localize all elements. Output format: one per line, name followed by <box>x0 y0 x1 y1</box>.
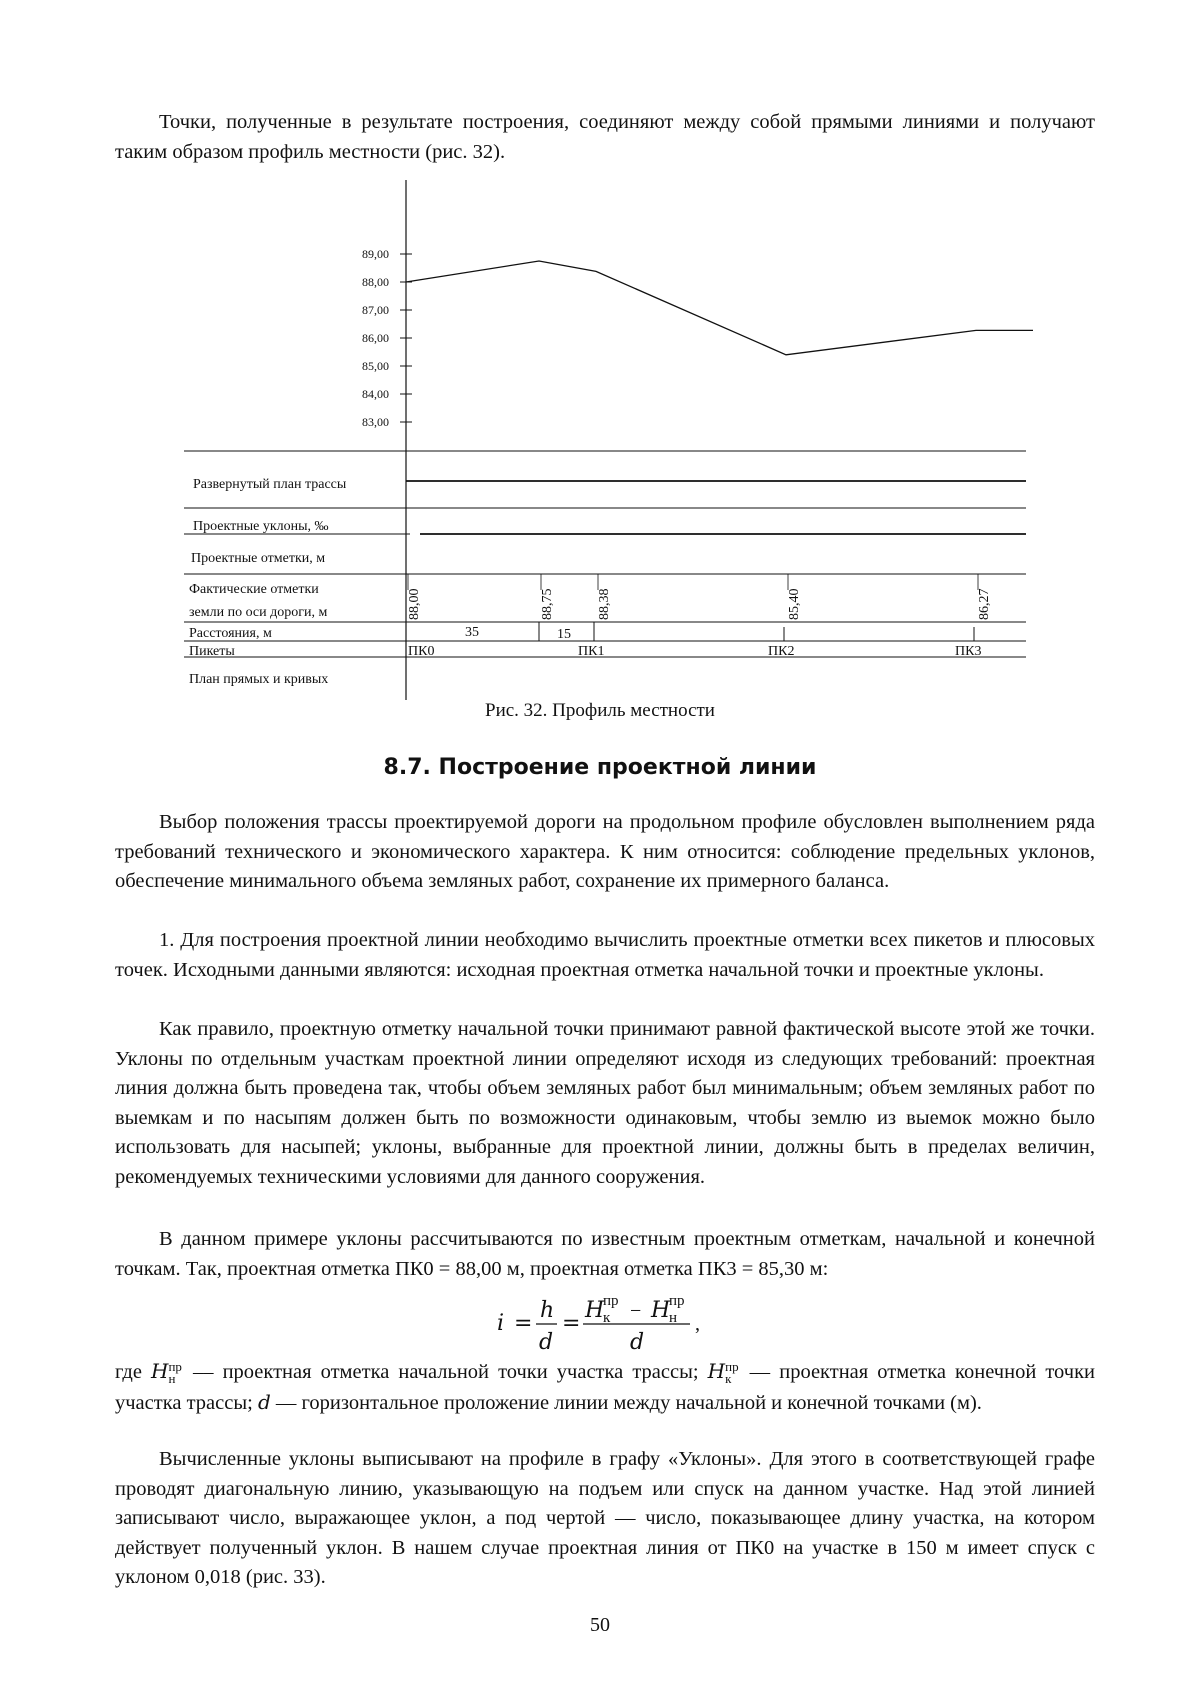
formula-Hn-sup: пр <box>669 1293 685 1309</box>
formula-Hn: H <box>651 1298 671 1323</box>
symbol-Hk: H <box>707 1359 726 1383</box>
y-tick-label: 86,00 <box>362 331 389 345</box>
picket-label: ПК0 <box>408 644 435 659</box>
symbol-Hn-sub: н <box>168 1371 176 1387</box>
paragraph-5-text-2: –– проектная отметка конечной точки участка трассы; <box>115 1361 1096 1414</box>
row-label-pickets: Пикеты <box>189 644 235 659</box>
picket-label: ПК3 <box>955 644 982 659</box>
formula-Hk: H <box>585 1298 605 1323</box>
symbol-Hk-indices <box>725 1361 738 1385</box>
symbol-Hn: H <box>151 1359 169 1383</box>
actual-marks-group <box>407 574 992 620</box>
formula-eq-2: = <box>562 1311 581 1336</box>
actual-mark-label: 88,00 <box>407 588 422 620</box>
symbol-d: d <box>257 1389 271 1414</box>
y-axis-ticks <box>362 247 412 429</box>
y-tick-label: 84,00 <box>362 387 389 401</box>
distance-label: 15 <box>557 627 571 642</box>
actual-mark-label: 88,75 <box>540 588 555 620</box>
formula-h: h <box>540 1298 555 1323</box>
paragraph-5 <box>115 1357 1095 1418</box>
y-tick-label: 89,00 <box>362 247 389 261</box>
y-tick-label: 88,00 <box>362 275 389 289</box>
y-tick-label: 85,00 <box>362 359 389 373</box>
formula-d-2: d <box>630 1330 645 1355</box>
paragraph-5-text-3: — горизонтальное проложение линии между начальной и конечной точками (м). <box>270 1391 982 1414</box>
profile-figure <box>0 0 1200 700</box>
paragraph-1: Выбор положения трассы проектируемой дороги на продольном профиле обусловлен выполнением ряда требований технического и экономического характера. К ним относится: соблюдение предельных уклонов, обеспечение минимального объема земляных работ, сохранение их примерного баланса. <box>115 811 1095 892</box>
row-label-actual-marks-1: Фактические отметки <box>189 582 319 597</box>
slope-formula <box>0 1285 1200 1357</box>
symbol-Hn-indices <box>168 1361 181 1385</box>
figure-caption: Рис. 32. Профиль местности <box>485 700 715 721</box>
where-word: где <box>115 1361 142 1383</box>
paragraph-6: Вычисленные уклоны выписывают на профиле в графу «Уклоны». Для этого в соответствующей графе проводят диагональную линию, указывающую на подъем или спуск на данном участке. Над этой линией записывают число, выражающее уклон, а под чертой — число, показывающее длину участка, на котором действует полученный уклон. В нашем случае проектная линия от ПК0 на участке в 150 м имеет спуск с уклоном 0,018 (рис. 33). <box>115 1448 1095 1588</box>
formula-eq: = <box>514 1311 533 1336</box>
section-heading: 8.7. Построение проектной линии <box>383 755 817 780</box>
y-tick-label: 87,00 <box>362 303 389 317</box>
picket-label: ПК1 <box>578 644 605 659</box>
page-number: 50 <box>590 1614 610 1636</box>
symbol-Hk-sup: пр <box>725 1359 739 1375</box>
formula-d: d <box>539 1330 554 1355</box>
formula-Hn-sub: н <box>669 1310 678 1326</box>
row-label-slopes: Проектные уклоны, ‰ <box>193 519 329 534</box>
paragraph-2: 1. Для построения проектной линии необходимо вычислить проектные отметки всех пикетов и плюсовых точек. Исходными данными являются: исходная проектная отметка начальной точки и проектные уклоны. <box>115 929 1095 981</box>
row-label-curves: План прямых и кривых <box>189 672 329 687</box>
actual-mark-label: 85,40 <box>787 588 802 620</box>
paragraph-4: В данном примере уклоны рассчитываются по известным проектным отметкам, начальной и конечной точкам. Так, проектная отметка ПК0 = 88,00 м, проектная отметка ПК3 = 85,30 м: <box>115 1228 1095 1280</box>
row-label-plan: Развернутый план трассы <box>193 477 347 492</box>
row-label-design-marks: Проектные отметки, м <box>191 551 326 566</box>
distance-label: 35 <box>465 625 479 640</box>
terrain-profile-line <box>406 261 1033 355</box>
picket-label: ПК2 <box>768 644 795 659</box>
symbol-Hk-sub: к <box>725 1371 732 1387</box>
paragraph-5-text-1: –– проектная отметка начальной точки участка трассы; <box>183 1361 708 1383</box>
actual-mark-label: 86,27 <box>977 588 992 620</box>
y-tick-label: 83,00 <box>362 415 389 429</box>
formula-i: i <box>497 1311 505 1336</box>
formula-Hk-sup: пр <box>603 1293 619 1309</box>
formula-Hk-sub: к <box>603 1310 611 1326</box>
paragraph-3: Как правило, проектную отметку начальной точки принимают равной фактической высоте этой же точки. Уклоны по отдельным участкам проектной линии определяют исходя из следующих требований: проектная линия должна быть проведена так, чтобы объем земляных работ был минимальным; объем земляных работ по выемкам и по насыпям должен быть по возможности одинаковым, чтобы землю из выемок можно было использовать для насыпей; уклоны, выбранные для проектной линии, должны быть в пределах величин, рекомендуемых техническими условиями для данного сооружения. <box>115 1018 1095 1188</box>
symbol-Hn-sup: пр <box>168 1359 182 1375</box>
actual-mark-label: 88,38 <box>597 588 612 620</box>
intro-paragraph: Точки, полученные в результате построения, соединяют между собой прямыми линиями и получают таким образом профиль местности (рис. 32). <box>115 111 1095 163</box>
row-label-actual-marks-2: земли по оси дороги, м <box>189 605 328 620</box>
formula-minus: − <box>630 1300 642 1322</box>
row-label-distances: Расстояния, м <box>189 626 272 641</box>
formula-comma: , <box>695 1313 700 1335</box>
